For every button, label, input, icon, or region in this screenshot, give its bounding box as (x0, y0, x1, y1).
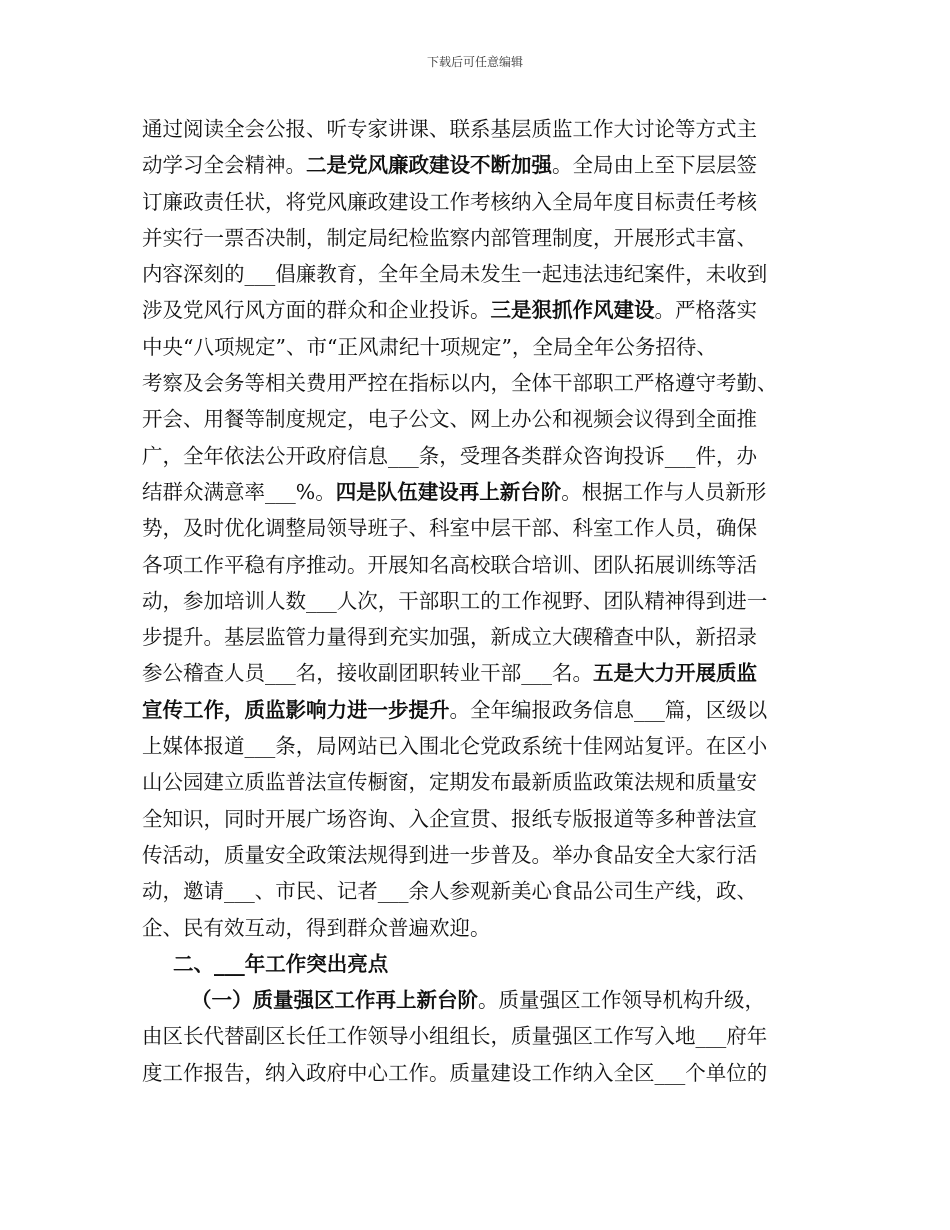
document-body (142, 111, 822, 1091)
text-line (142, 474, 822, 510)
text-run: 度工作报告，纳入政府中心工作。质量建设工作纳入全区___个单位的 (142, 1060, 768, 1085)
text-run: 各项工作平稳有序推动。开展知名高校联合培训、团队拓展训练等活 (142, 552, 757, 577)
text-run: 。根据工作与人员新形 (561, 479, 767, 504)
text-line (142, 837, 822, 873)
text-line (142, 365, 822, 401)
text-run: 。全局由上至下层层签 (552, 153, 757, 178)
text-line (142, 184, 822, 220)
text-run: 考察及会务等相关费用严控在指标以内，全体干部职工严格遵守考勤、 (142, 371, 778, 396)
bold-text: 二、___年工作突出亮点 (173, 951, 389, 976)
bold-text: 四是队伍建设再上新台阶 (335, 479, 562, 504)
text-run: 涉及党风行风方面的群众和企业投诉。 (142, 298, 491, 323)
text-run: 结群众满意率___%。 (142, 479, 336, 504)
text-run: 中央“八项规定”、市“正风肃纪十项规定”，全局全年公务招待、 (142, 334, 717, 359)
text-run: 并实行一票否决制，制定局纪检监察内部管理制度，开展形式丰富、 (142, 225, 757, 250)
text-line (142, 292, 822, 328)
text-line (142, 329, 822, 365)
text-line (142, 873, 822, 909)
bold-text: 宣传工作，质监影响力进一步提升 (142, 697, 450, 722)
text-run: 。全年编报政务信息___篇，区级以 (449, 697, 768, 722)
text-line (142, 256, 822, 292)
text-run: 通过阅读全会公报、听专家讲课、联系基层质监工作大讨论等方式主 (142, 117, 757, 141)
text-line (142, 547, 822, 583)
text-run: 动学习全会精神。 (142, 153, 306, 178)
text-run: 参公稽查人员___名，接收副团职转业干部___名。 (142, 661, 593, 686)
text-line (142, 692, 822, 728)
text-line (142, 619, 822, 655)
text-line (142, 147, 822, 183)
text-run: 由区长代替副区长任工作领导小组组长，质量强区工作写入地___府年 (142, 1024, 768, 1049)
text-line (142, 801, 822, 837)
text-line (142, 910, 822, 946)
text-line (142, 438, 822, 474)
bold-text: 五是大力开展质监 (593, 661, 757, 686)
text-run: 上媒体报道___条，局网站已入围北仑党政系统十佳网站复评。在区小 (142, 734, 768, 759)
text-line (142, 1055, 822, 1091)
bold-text: 二是党风廉政建设不断加强 (306, 153, 552, 178)
text-line (142, 583, 822, 619)
text-line (142, 401, 822, 437)
bold-text: 三是狠抓作风建设 (490, 298, 655, 323)
text-run: 开会、用餐等制度规定，电子公文、网上办公和视频会议得到全面推 (142, 407, 757, 432)
text-run: 全知识，同时开展广场咨询、入企宣贯、报纸专版报道等多种普法宣 (142, 806, 757, 831)
text-run: 动，邀请___、市民、记者___余人参观新美心食品公司生产线，政、 (142, 879, 757, 904)
bold-text: （一）质量强区工作再上新台阶 (191, 988, 478, 1013)
page-header: 下载后可任意编辑 (426, 55, 523, 69)
text-run: 订廉政责任状，将党风廉政建设工作考核纳入全局年度目标责任考核 (142, 189, 757, 214)
text-run: 内容深刻的___倡廉教育，全年全局未发生一起违法违纪案件，未收到 (142, 262, 768, 287)
text-run: 动，参加培训人数___人次，干部职工的工作视野、团队精神得到进一 (142, 588, 768, 613)
text-run: 山公园建立质监普法宣传橱窗，定期发布最新质监政策法规和质量安 (142, 770, 757, 795)
text-run: 步提升。基层监管力量得到充实加强，新成立大碶稽查中队，新招录 (142, 625, 757, 650)
text-line (142, 946, 822, 982)
text-line (142, 982, 822, 1018)
text-line (142, 510, 822, 546)
text-run: 广，全年依法公开政府信息___条，受理各类群众咨询投诉___件，办 (142, 443, 757, 468)
text-run: 。质量强区工作领导机构升级， (478, 988, 765, 1013)
text-line (142, 728, 822, 764)
text-run: 。严格落实 (654, 298, 757, 323)
text-line (142, 111, 822, 147)
text-run: 企、民有效互动，得到群众普遍欢迎。 (142, 915, 491, 940)
text-run: 传活动，质量安全政策法规得到进一步普及。举办食品安全大家行活 (142, 842, 757, 867)
text-run: 势，及时优化调整局领导班子、科室中层干部、科室工作人员，确保 (142, 516, 757, 541)
text-line (142, 764, 822, 800)
text-line (142, 1018, 822, 1054)
text-line (142, 220, 822, 256)
text-line (142, 655, 822, 691)
